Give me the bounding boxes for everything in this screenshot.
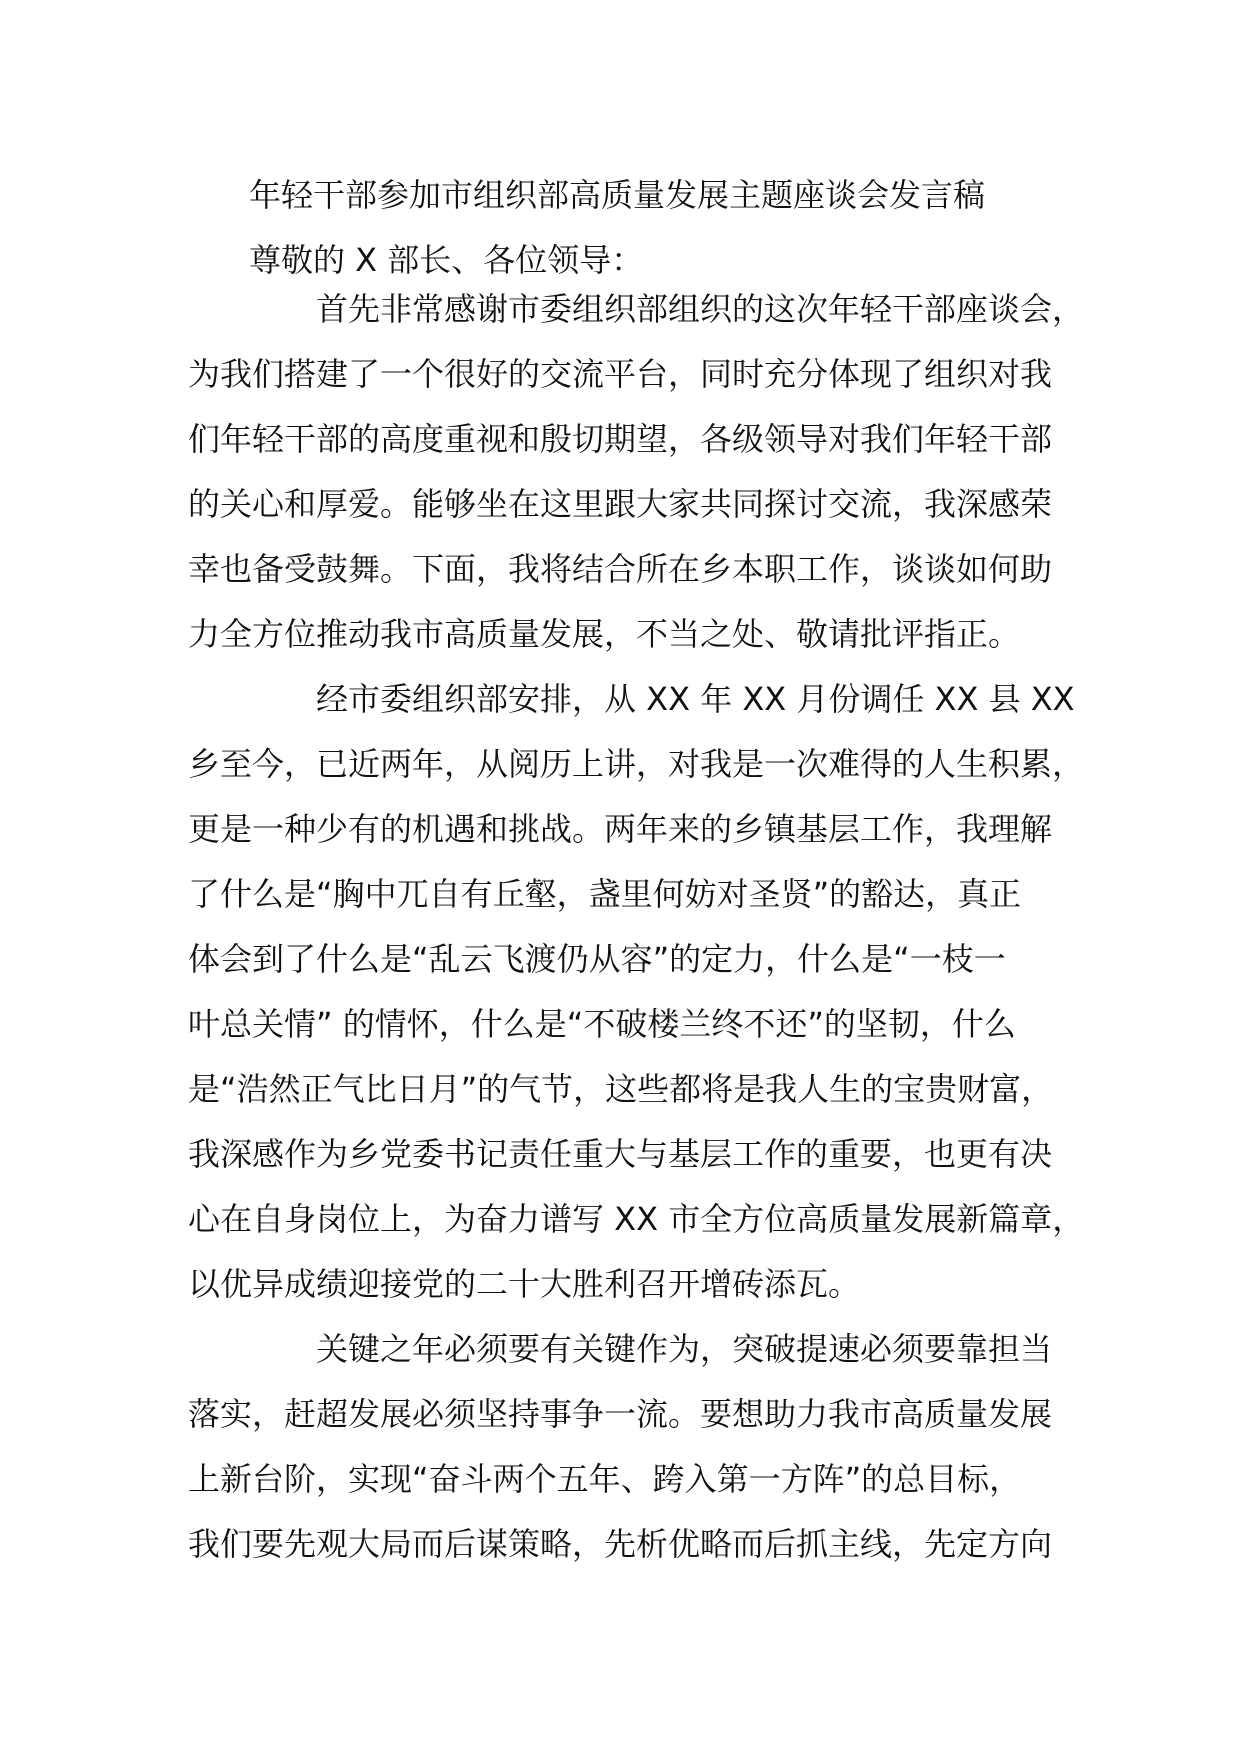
paragraph-line: 更是一种少有的机遇和挑战。两年来的乡镇基层工作，我理解 (188, 810, 1053, 848)
paragraph-line: 以优异成绩迎接党的二十大胜利召开增砖添瓦。 (188, 1265, 861, 1303)
paragraph-line: 们年轻干部的高度重视和殷切期望，各级领导对我们年轻干部 (188, 420, 1053, 458)
paragraph-line: 是“浩然正气比日月”的气节，这些都将是我人生的宝贵财富， (188, 1070, 1054, 1108)
paragraph-line: 叶总关情” 的情怀，什么是“不破楼兰终不还”的坚韧，什么 (188, 1005, 1016, 1043)
paragraph-line: 经市委组织部安排，从 XX 年 XX 月份调任 XX 县 XX (316, 680, 1075, 718)
paragraph-line: 我们要先观大局而后谋策略，先析优略而后抓主线，先定方向 (188, 1525, 1053, 1563)
paragraph-1 (188, 277, 1084, 667)
paragraph-2 (188, 667, 1084, 1317)
paragraph-line: 为我们搭建了一个很好的交流平台，同时充分体现了组织对我 (188, 355, 1053, 393)
paragraph-3 (188, 1317, 1052, 1577)
paragraph-line: 落实，赶超发展必须坚持事争一流。要想助力我市高质量发展 (188, 1395, 1053, 1433)
paragraph-line: 乡至今，已近两年，从阅历上讲，对我是一次难得的人生积累， (188, 745, 1085, 783)
paragraph-line: 体会到了什么是“乱云飞渡仍从容”的定力，什么是“一枝一 (188, 940, 1006, 978)
paragraph-line: 首先非常感谢市委组织部组织的这次年轻干部座谈会， (316, 290, 1085, 328)
paragraph-line: 的关心和厚爱。能够坐在这里跟大家共同探讨交流，我深感荣 (188, 485, 1053, 523)
paragraph-line: 了什么是“胸中兀自有丘壑，盏里何妨对圣贤”的豁达，真正 (188, 875, 1022, 913)
paragraph-line: 心在自身岗位上，为奋力谱写 XX 市全方位高质量发展新篇章， (188, 1200, 1085, 1238)
paragraph-line: 我深感作为乡党委书记责任重大与基层工作的重要，也更有决 (188, 1135, 1053, 1173)
paragraph-line: 幸也备受鼓舞。下面，我将结合所在乡本职工作，谈谈如何助 (188, 550, 1053, 588)
document-title: 年轻干部参加市组织部高质量发展主题座谈会发言稿 (249, 176, 986, 214)
paragraph-line: 关键之年必须要有关键作为，突破提速必须要靠担当 (316, 1330, 1053, 1368)
paragraph-line: 力全方位推动我市高质量发展，不当之处、敬请批评指正。 (188, 615, 1021, 653)
salutation: 尊敬的 X 部长、各位领导： (249, 241, 644, 279)
paragraph-line: 上新台阶，实现“奋斗两个五年、跨入第一方阵”的总目标， (188, 1460, 1022, 1498)
